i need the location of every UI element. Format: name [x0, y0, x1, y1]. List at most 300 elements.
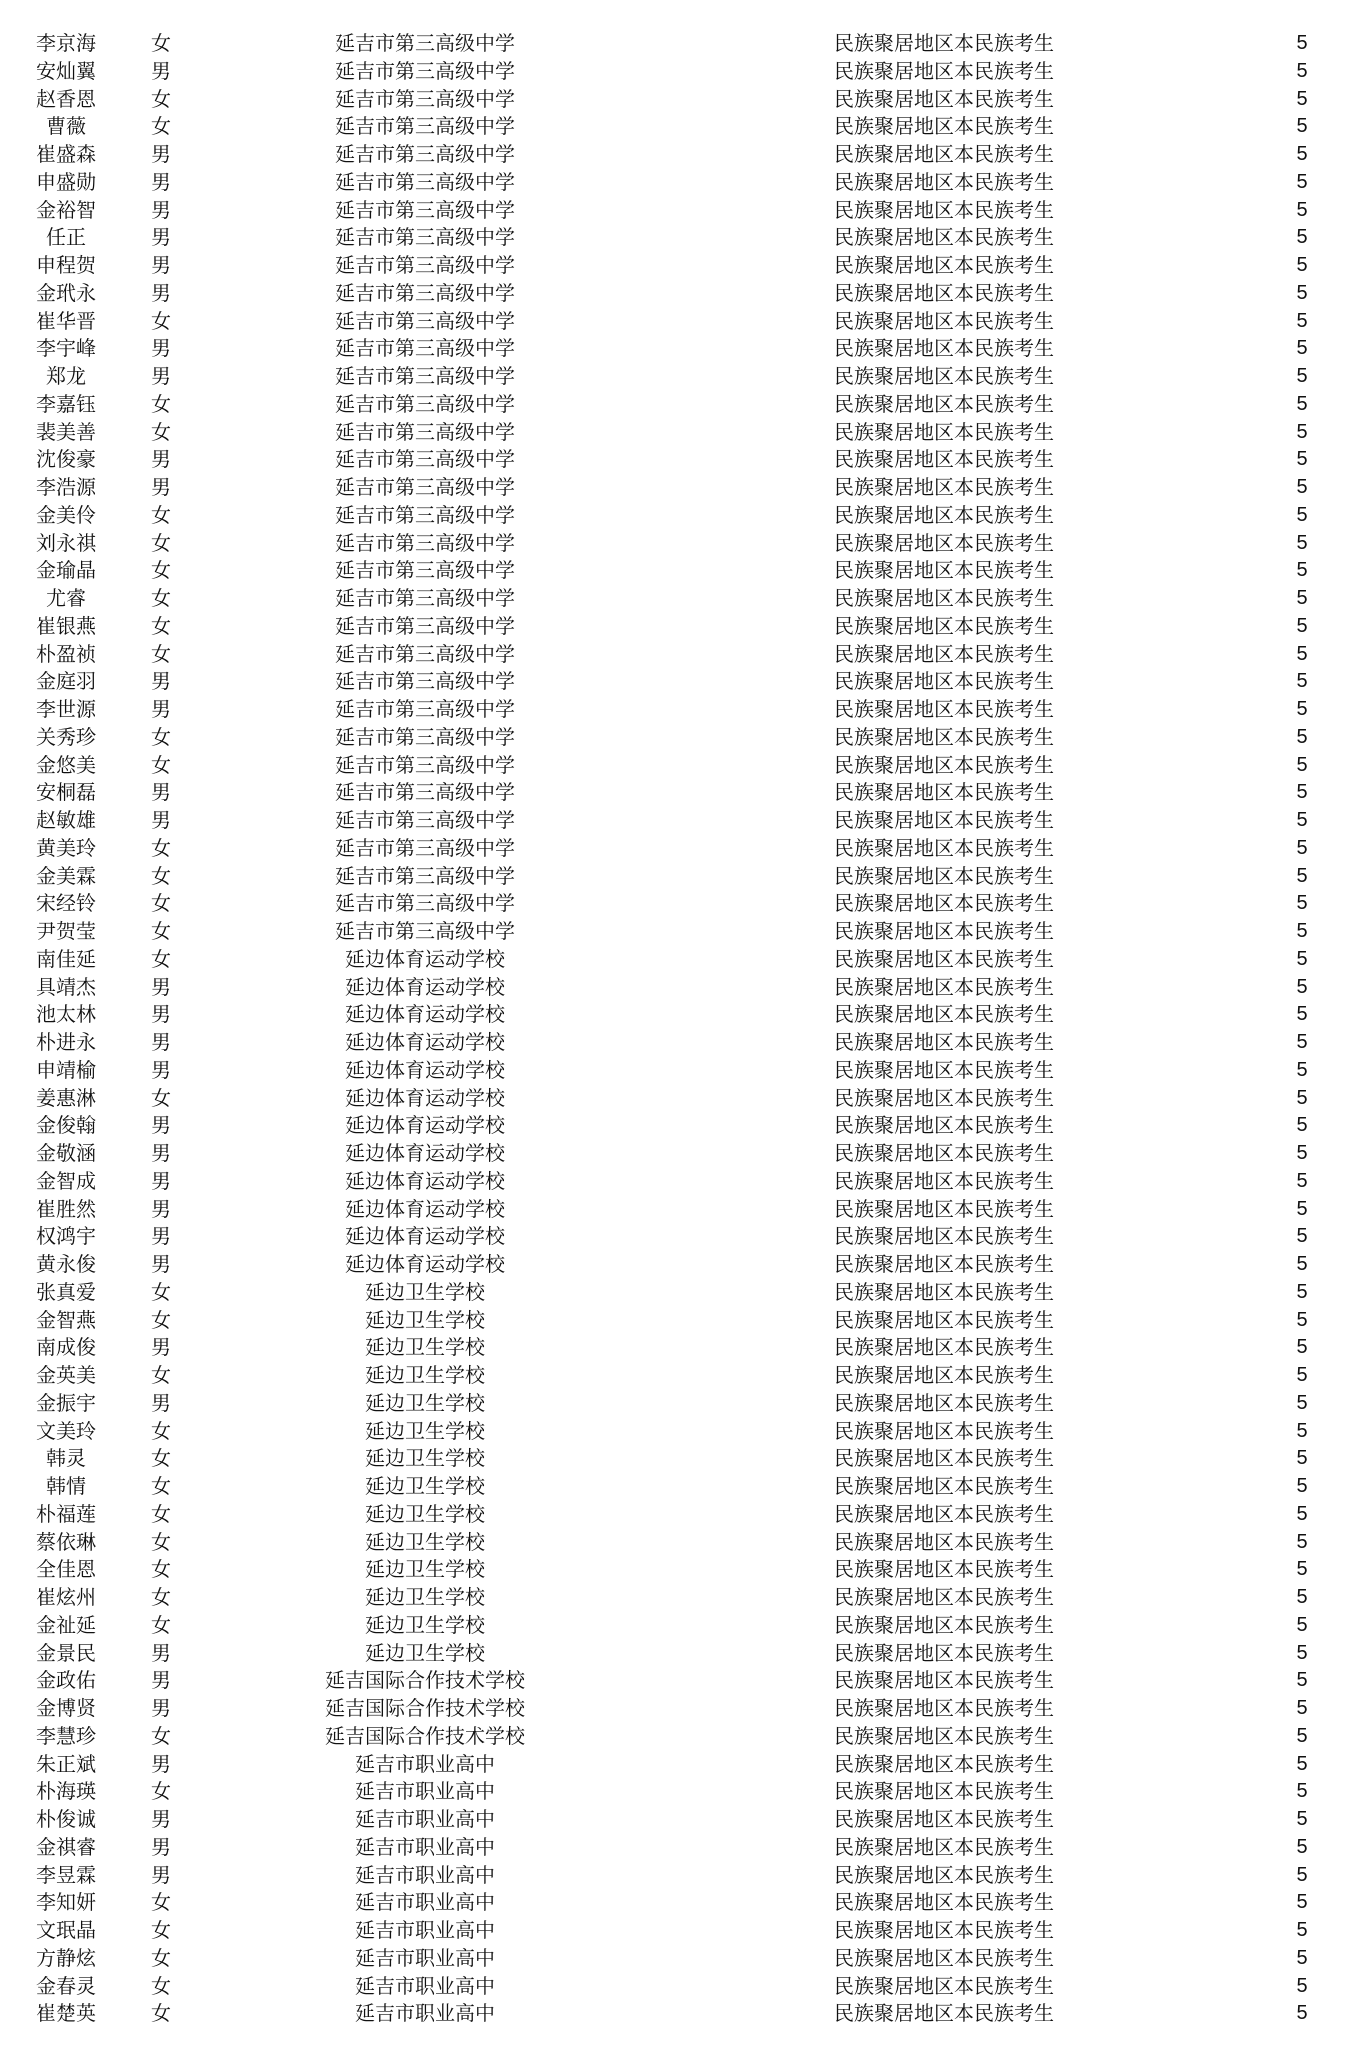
student-gender: 女 — [151, 1363, 171, 1387]
table-row — [0, 419, 1367, 447]
student-name: 韩灵 — [46, 1446, 86, 1471]
student-name: 尤睿 — [46, 586, 86, 610]
candidate-category: 民族聚居地区本民族考生 — [834, 891, 1054, 916]
bonus-score: 5 — [1296, 559, 1308, 582]
bonus-score: 5 — [1296, 1835, 1308, 1858]
student-name: 文美玲 — [36, 1418, 96, 1443]
student-gender: 女 — [151, 1501, 171, 1526]
table-row — [0, 1556, 1367, 1584]
table-row — [0, 1140, 1367, 1168]
table-row — [0, 668, 1367, 696]
bonus-score: 5 — [1296, 1447, 1308, 1470]
table-row — [0, 1834, 1367, 1862]
bonus-score: 5 — [1296, 1031, 1308, 1053]
school-name: 延边体育运动学校 — [345, 1002, 505, 1027]
table-row — [0, 1862, 1367, 1890]
bonus-score: 5 — [1296, 1336, 1308, 1359]
student-gender: 女 — [151, 391, 171, 416]
student-name: 文珉晶 — [36, 1918, 96, 1942]
table-row — [0, 1390, 1367, 1418]
table-row — [0, 1889, 1367, 1917]
student-name: 朴福莲 — [36, 1501, 96, 1526]
bonus-score: 5 — [1296, 1280, 1308, 1303]
candidate-category: 民族聚居地区本民族考生 — [834, 1418, 1054, 1443]
bonus-score: 5 — [1296, 1142, 1308, 1164]
bonus-score: 5 — [1296, 1225, 1308, 1248]
school-name: 延边卫生学校 — [365, 1446, 485, 1471]
student-name: 李世源 — [36, 697, 96, 721]
student-gender: 女 — [151, 1085, 171, 1110]
bonus-score: 5 — [1296, 725, 1308, 748]
school-name: 延边卫生学校 — [365, 1418, 485, 1443]
bonus-score: 5 — [1296, 392, 1308, 415]
bonus-score: 5 — [1296, 642, 1308, 665]
school-name: 延吉市第三高级中学 — [335, 280, 515, 305]
student-name: 姜惠淋 — [36, 1085, 96, 1110]
school-name: 延吉市第三高级中学 — [335, 197, 515, 222]
candidate-category: 民族聚居地区本民族考生 — [834, 752, 1054, 777]
student-gender: 女 — [151, 1585, 171, 1609]
student-name: 金庭羽 — [36, 669, 96, 694]
bonus-score: 5 — [1296, 503, 1308, 526]
student-name: 申程贺 — [36, 253, 96, 277]
student-gender: 女 — [151, 1918, 171, 1942]
bonus-score: 5 — [1296, 1613, 1308, 1636]
bonus-score: 5 — [1296, 1086, 1308, 1109]
school-name: 延边卫生学校 — [365, 1335, 485, 1360]
school-name: 延边体育运动学校 — [345, 1168, 505, 1193]
student-gender: 男 — [151, 1224, 171, 1249]
school-name: 延边卫生学校 — [365, 1307, 485, 1332]
bonus-score: 5 — [1296, 1530, 1308, 1553]
student-gender: 男 — [151, 1640, 171, 1665]
candidate-category: 民族聚居地区本民族考生 — [834, 1141, 1054, 1165]
table-row — [0, 363, 1367, 391]
student-name: 南佳延 — [36, 946, 96, 971]
candidate-category: 民族聚居地区本民族考生 — [834, 1557, 1054, 1582]
student-gender: 男 — [151, 447, 171, 472]
student-name: 宋经铃 — [36, 891, 96, 916]
student-gender: 女 — [151, 752, 171, 777]
bonus-score: 5 — [1296, 1558, 1308, 1581]
student-gender: 男 — [151, 974, 171, 999]
student-name: 金瑜晶 — [36, 558, 96, 583]
school-name: 延吉市第三高级中学 — [335, 225, 515, 250]
school-name: 延边体育运动学校 — [345, 1224, 505, 1249]
candidate-category: 民族聚居地区本民族考生 — [834, 1030, 1054, 1054]
student-name: 尹贺莹 — [36, 919, 96, 943]
student-name: 任正 — [46, 225, 86, 250]
school-name: 延吉市职业高中 — [355, 1807, 495, 1831]
school-name: 延吉市第三高级中学 — [335, 58, 515, 83]
bonus-score: 5 — [1296, 1808, 1308, 1830]
student-gender: 女 — [151, 724, 171, 749]
table-row — [0, 1168, 1367, 1196]
school-name: 延吉市第三高级中学 — [335, 558, 515, 583]
candidate-category: 民族聚居地区本民族考生 — [834, 697, 1054, 721]
bonus-score: 5 — [1296, 1197, 1308, 1220]
school-name: 延边体育运动学校 — [345, 1252, 505, 1276]
student-gender: 女 — [151, 558, 171, 583]
student-name: 池太林 — [36, 1002, 96, 1027]
student-name: 金美伶 — [36, 502, 96, 527]
student-name: 朴海瑛 — [36, 1779, 96, 1804]
bonus-score: 5 — [1296, 1502, 1308, 1525]
bonus-score: 5 — [1296, 143, 1308, 165]
student-gender: 女 — [151, 1474, 171, 1498]
school-name: 延边卫生学校 — [365, 1390, 485, 1415]
table-row — [0, 252, 1367, 280]
student-gender: 男 — [151, 1030, 171, 1054]
bonus-score: 5 — [1296, 337, 1308, 360]
bonus-score: 5 — [1296, 1697, 1308, 1719]
candidate-category: 民族聚居地区本民族考生 — [834, 364, 1054, 388]
table-row — [0, 1723, 1367, 1751]
student-gender: 男 — [151, 336, 171, 361]
table-row — [0, 391, 1367, 419]
student-name: 李嘉钰 — [36, 391, 96, 416]
table-row — [0, 1917, 1367, 1945]
school-name: 延吉市第三高级中学 — [335, 142, 515, 166]
candidate-category: 民族聚居地区本民族考生 — [834, 142, 1054, 166]
table-row — [0, 585, 1367, 613]
bonus-score: 5 — [1296, 198, 1308, 221]
table-row — [0, 724, 1367, 752]
candidate-category: 民族聚居地区本民族考生 — [834, 919, 1054, 943]
candidate-category: 民族聚居地区本民族考生 — [834, 225, 1054, 250]
school-name: 延边体育运动学校 — [345, 1113, 505, 1138]
bonus-score: 5 — [1296, 1253, 1308, 1275]
student-name: 权鸿宇 — [36, 1224, 96, 1249]
bonus-score: 5 — [1296, 920, 1308, 942]
candidate-category: 民族聚居地区本民族考生 — [834, 1196, 1054, 1221]
bonus-score: 5 — [1296, 170, 1308, 193]
school-name: 延边卫生学校 — [365, 1474, 485, 1498]
bonus-score: 5 — [1296, 1724, 1308, 1747]
student-gender: 女 — [151, 641, 171, 666]
student-gender: 男 — [151, 58, 171, 83]
candidate-category: 民族聚居地区本民族考生 — [834, 530, 1054, 555]
table-row — [0, 1806, 1367, 1834]
candidate-category: 民族聚居地区本民族考生 — [834, 1224, 1054, 1249]
bonus-score: 5 — [1296, 1364, 1308, 1386]
candidate-category: 民族聚居地区本民族考生 — [834, 1834, 1054, 1859]
table-row — [0, 1584, 1367, 1612]
student-gender: 男 — [151, 1113, 171, 1138]
bonus-score: 5 — [1296, 1780, 1308, 1803]
table-row — [0, 807, 1367, 835]
student-name: 郑龙 — [46, 364, 86, 388]
student-gender: 女 — [151, 1557, 171, 1582]
student-name: 金玳永 — [36, 280, 96, 305]
school-name: 延边卫生学校 — [365, 1557, 485, 1582]
school-name: 延吉市第三高级中学 — [335, 31, 515, 55]
school-name: 延边卫生学校 — [365, 1529, 485, 1554]
student-name: 金祺睿 — [36, 1834, 96, 1859]
candidate-category: 民族聚居地区本民族考生 — [834, 1307, 1054, 1332]
bonus-score: 5 — [1296, 781, 1308, 804]
student-name: 蔡依琳 — [36, 1529, 96, 1554]
bonus-score: 5 — [1296, 975, 1308, 998]
bonus-score: 5 — [1296, 1308, 1308, 1331]
table-row — [0, 1695, 1367, 1723]
candidate-category: 民族聚居地区本民族考生 — [834, 1057, 1054, 1082]
school-name: 延吉市第三高级中学 — [335, 613, 515, 638]
student-gender: 男 — [151, 1002, 171, 1027]
bonus-score: 5 — [1296, 476, 1308, 498]
candidate-category: 民族聚居地区本民族考生 — [834, 1474, 1054, 1498]
table-row — [0, 1307, 1367, 1335]
student-gender: 男 — [151, 475, 171, 499]
student-gender: 女 — [151, 2001, 171, 2026]
table-row — [0, 58, 1367, 86]
candidate-category: 民族聚居地区本民族考生 — [834, 308, 1054, 333]
student-name: 方静炫 — [36, 1945, 96, 1970]
bonus-score: 5 — [1296, 2002, 1308, 2025]
student-gender: 男 — [151, 1168, 171, 1193]
table-row — [0, 641, 1367, 669]
bonus-score: 5 — [1296, 32, 1308, 54]
student-name: 金英美 — [36, 1363, 96, 1387]
school-name: 延吉国际合作技术学校 — [325, 1668, 525, 1693]
school-name: 延吉市职业高中 — [355, 1890, 495, 1915]
candidate-category: 民族聚居地区本民族考生 — [834, 641, 1054, 666]
student-gender: 男 — [151, 1141, 171, 1165]
student-name: 李知妍 — [36, 1890, 96, 1915]
candidate-category: 民族聚居地区本民族考生 — [834, 1529, 1054, 1554]
school-name: 延边卫生学校 — [365, 1363, 485, 1387]
table-row — [0, 696, 1367, 724]
school-name: 延边体育运动学校 — [345, 1057, 505, 1082]
student-gender: 女 — [151, 114, 171, 139]
student-gender: 男 — [151, 1196, 171, 1221]
student-gender: 男 — [151, 142, 171, 166]
table-row — [0, 1001, 1367, 1029]
student-gender: 女 — [151, 308, 171, 333]
student-name: 金政佑 — [36, 1668, 96, 1693]
bonus-score: 5 — [1296, 698, 1308, 720]
student-name: 金景民 — [36, 1640, 96, 1665]
table-row — [0, 1279, 1367, 1307]
candidate-category: 民族聚居地区本民族考生 — [834, 863, 1054, 888]
bonus-score: 5 — [1296, 365, 1308, 387]
candidate-category: 民族聚居地区本民族考生 — [834, 1335, 1054, 1360]
student-gender: 女 — [151, 1945, 171, 1970]
school-name: 延吉市第三高级中学 — [335, 391, 515, 416]
table-row — [0, 474, 1367, 502]
candidate-category: 民族聚居地区本民族考生 — [834, 1945, 1054, 1970]
school-name: 延边体育运动学校 — [345, 1085, 505, 1110]
bonus-score: 5 — [1296, 87, 1308, 110]
bonus-score: 5 — [1296, 1641, 1308, 1664]
school-name: 延吉市第三高级中学 — [335, 530, 515, 555]
school-name: 延边体育运动学校 — [345, 974, 505, 999]
candidate-category: 民族聚居地区本民族考生 — [834, 1390, 1054, 1415]
student-gender: 男 — [151, 197, 171, 222]
school-name: 延吉市第三高级中学 — [335, 724, 515, 749]
bonus-score: 5 — [1296, 670, 1308, 693]
candidate-category: 民族聚居地区本民族考生 — [834, 502, 1054, 527]
school-name: 延边卫生学校 — [365, 1279, 485, 1304]
student-name: 崔华晋 — [36, 308, 96, 333]
table-row — [0, 308, 1367, 336]
student-gender: 男 — [151, 1751, 171, 1776]
table-row — [0, 835, 1367, 863]
candidate-category: 民族聚居地区本民族考生 — [834, 669, 1054, 694]
table-row — [0, 890, 1367, 918]
bonus-score: 5 — [1296, 1669, 1308, 1692]
table-row — [0, 169, 1367, 197]
student-gender: 男 — [151, 1696, 171, 1720]
student-name: 朴俊诚 — [36, 1807, 96, 1831]
student-name: 朴盈祯 — [36, 641, 96, 666]
school-name: 延吉市第三高级中学 — [335, 336, 515, 361]
table-row — [0, 974, 1367, 1002]
student-gender: 女 — [151, 1279, 171, 1304]
bonus-score: 5 — [1296, 836, 1308, 859]
student-name: 崔银燕 — [36, 613, 96, 638]
school-name: 延边卫生学校 — [365, 1640, 485, 1665]
student-gender: 男 — [151, 1862, 171, 1887]
student-name: 南成俊 — [36, 1335, 96, 1360]
student-gender: 女 — [151, 919, 171, 943]
table-row — [0, 113, 1367, 141]
school-name: 延吉市第三高级中学 — [335, 808, 515, 832]
student-gender: 女 — [151, 1612, 171, 1637]
student-gender: 女 — [151, 613, 171, 638]
student-name: 关秀珍 — [36, 724, 96, 749]
student-gender: 女 — [151, 891, 171, 916]
table-row — [0, 197, 1367, 225]
candidate-category: 民族聚居地区本民族考生 — [834, 1279, 1054, 1304]
student-gender: 男 — [151, 780, 171, 805]
school-name: 延吉市第三高级中学 — [335, 364, 515, 388]
candidate-category: 民族聚居地区本民族考生 — [834, 558, 1054, 583]
bonus-score: 5 — [1296, 1974, 1308, 1997]
school-name: 延边卫生学校 — [365, 1612, 485, 1637]
table-row — [0, 1029, 1367, 1057]
student-name: 申靖榆 — [36, 1057, 96, 1082]
table-row — [0, 446, 1367, 474]
candidate-category: 民族聚居地区本民族考生 — [834, 2001, 1054, 2026]
table-row — [0, 1057, 1367, 1085]
school-name: 延吉市第三高级中学 — [335, 502, 515, 527]
student-gender: 女 — [151, 1446, 171, 1471]
table-row — [0, 946, 1367, 974]
school-name: 延吉市职业高中 — [355, 1862, 495, 1887]
student-gender: 女 — [151, 86, 171, 111]
candidate-category: 民族聚居地区本民族考生 — [834, 1862, 1054, 1887]
bonus-score: 5 — [1296, 864, 1308, 887]
student-name: 金敬涵 — [36, 1141, 96, 1165]
table-row — [0, 1112, 1367, 1140]
student-gender: 男 — [151, 253, 171, 277]
school-name: 延吉市第三高级中学 — [335, 641, 515, 666]
school-name: 延边体育运动学校 — [345, 1141, 505, 1165]
student-gender: 男 — [151, 1390, 171, 1415]
school-name: 延吉市职业高中 — [355, 1945, 495, 1970]
table-row — [0, 1251, 1367, 1279]
school-name: 延吉市职业高中 — [355, 1973, 495, 1998]
bonus-score: 5 — [1296, 1863, 1308, 1886]
student-name: 崔炫州 — [36, 1585, 96, 1609]
student-name: 金智燕 — [36, 1307, 96, 1332]
school-name: 延边体育运动学校 — [345, 946, 505, 971]
table-row — [0, 1501, 1367, 1529]
student-gender: 女 — [151, 1890, 171, 1915]
table-row — [0, 2000, 1367, 2028]
student-name: 金俊翰 — [36, 1113, 96, 1138]
bonus-score: 5 — [1296, 1114, 1308, 1137]
student-name: 黄美玲 — [36, 835, 96, 860]
table-row — [0, 530, 1367, 558]
candidate-category: 民族聚居地区本民族考生 — [834, 724, 1054, 749]
student-name: 金智成 — [36, 1168, 96, 1193]
table-row — [0, 1085, 1367, 1113]
student-name: 黄永俊 — [36, 1252, 96, 1276]
student-gender: 男 — [151, 808, 171, 832]
student-gender: 女 — [151, 586, 171, 610]
candidate-category: 民族聚居地区本民族考生 — [834, 169, 1054, 194]
school-name: 延吉市第三高级中学 — [335, 475, 515, 499]
candidate-category: 民族聚居地区本民族考生 — [834, 31, 1054, 55]
candidate-category: 民族聚居地区本民族考生 — [834, 1696, 1054, 1720]
bonus-score: 5 — [1296, 1003, 1308, 1026]
table-row — [0, 1334, 1367, 1362]
student-name: 安灿翼 — [36, 58, 96, 83]
bonus-score: 5 — [1296, 1919, 1308, 1941]
candidate-category: 民族聚居地区本民族考生 — [834, 1363, 1054, 1387]
student-name: 金裕智 — [36, 197, 96, 222]
student-name: 全佳恩 — [36, 1557, 96, 1582]
candidate-category: 民族聚居地区本民族考生 — [834, 1002, 1054, 1027]
bonus-score: 5 — [1296, 1058, 1308, 1081]
candidate-category: 民族聚居地区本民族考生 — [834, 1918, 1054, 1942]
candidate-category: 民族聚居地区本民族考生 — [834, 1640, 1054, 1665]
school-name: 延吉市第三高级中学 — [335, 308, 515, 333]
candidate-category: 民族聚居地区本民族考生 — [834, 1723, 1054, 1748]
candidate-category: 民族聚居地区本民族考生 — [834, 1168, 1054, 1193]
table-row — [0, 224, 1367, 252]
bonus-score: 5 — [1296, 226, 1308, 249]
table-row — [0, 86, 1367, 114]
candidate-category: 民族聚居地区本民族考生 — [834, 1807, 1054, 1831]
candidate-category: 民族聚居地区本民族考生 — [834, 1751, 1054, 1776]
table-row — [0, 1473, 1367, 1501]
candidate-category: 民族聚居地区本民族考生 — [834, 447, 1054, 472]
table-row — [0, 141, 1367, 169]
candidate-category: 民族聚居地区本民族考生 — [834, 586, 1054, 610]
bonus-score: 5 — [1296, 1752, 1308, 1775]
student-name: 崔胜然 — [36, 1196, 96, 1221]
school-name: 延吉市第三高级中学 — [335, 169, 515, 194]
student-gender: 男 — [151, 1252, 171, 1276]
bonus-score: 5 — [1296, 1169, 1308, 1192]
table-row — [0, 1196, 1367, 1224]
student-name: 朴进永 — [36, 1030, 96, 1054]
school-name: 延吉市职业高中 — [355, 2001, 495, 2026]
table-row — [0, 1418, 1367, 1446]
bonus-score: 5 — [1296, 947, 1308, 970]
candidate-category: 民族聚居地区本民族考生 — [834, 280, 1054, 305]
candidate-category: 民族聚居地区本民族考生 — [834, 1585, 1054, 1609]
table-row — [0, 1667, 1367, 1695]
bonus-score: 5 — [1296, 809, 1308, 831]
bonus-score: 5 — [1296, 115, 1308, 138]
student-gender: 男 — [151, 1807, 171, 1831]
table-row — [0, 1973, 1367, 2001]
bonus-score: 5 — [1296, 1475, 1308, 1497]
